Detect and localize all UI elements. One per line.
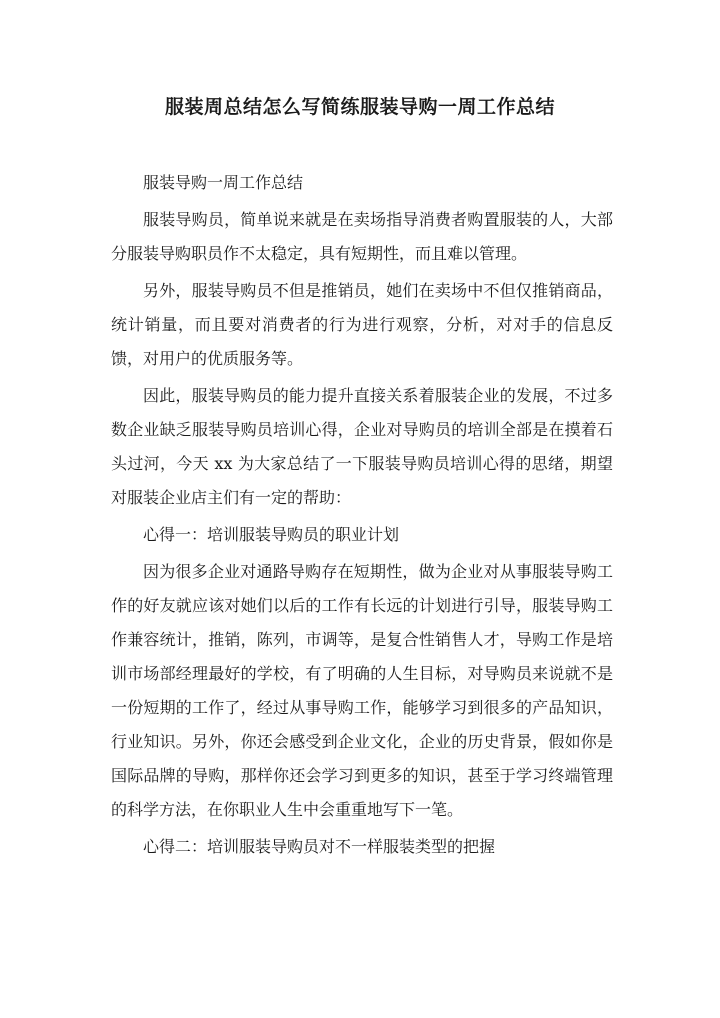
- heading-insight-two: 心得二：培训服装导购员对不一样服装类型的把握: [143, 837, 496, 856]
- paragraph-importance: 因此，服装导购员的能力提升直接关系着服装企业的发展，不过多数企业缺乏服装导购员培训心得，企业对导购员的培训全部是在摸着石头过河，今天 xx 为大家总结了一下服装导购员培训心得的思绪，期望对服装企业店主们有一定的帮助：: [111, 386, 613, 507]
- paragraph-career-plan: 因为很多企业对通路导购存在短期性，做为企业对从事服装导购工作的好友就应该对她们以后的工作有长远的计划进行引导，服装导购工作兼容统计，推销，陈列，市调等，是复合性销售人才，导购工作是培训市场部经理最好的学校，有了明确的人生目标，对导购员来说就不是一份短期的工作了，经过从事导购工作，能够学习到很多的产品知识，行业知识。另外，你还会感受到企业文化，企业的历史背景，假如你是国际品牌的导购，那样你还会学习到更多的知识，甚至于学习终端管理的科学方法，在你职业人生中会重重地写下一笔。: [111, 562, 613, 819]
- paragraph-role: 另外，服装导购员不但是推销员，她们在卖场中不但仅推销商品，统计销量，而且要对消费者的行为进行观察，分析，对对手的信息反馈，对用户的优质服务等。: [111, 281, 613, 368]
- document-title: 服装周总结怎么写简练服装导购一周工作总结: [164, 96, 555, 118]
- paragraph-intro: 服装导购员，简单说来就是在卖场指导消费者购置服装的人，大部分服装导购职员作不太稳定，具有短期性，而且难以管理。: [111, 210, 613, 263]
- document-body: [111, 166, 613, 867]
- heading-insight-one: 心得一：培训服装导购员的职业计划: [143, 525, 400, 544]
- section-subtitle: 服装导购一周工作总结: [143, 173, 304, 192]
